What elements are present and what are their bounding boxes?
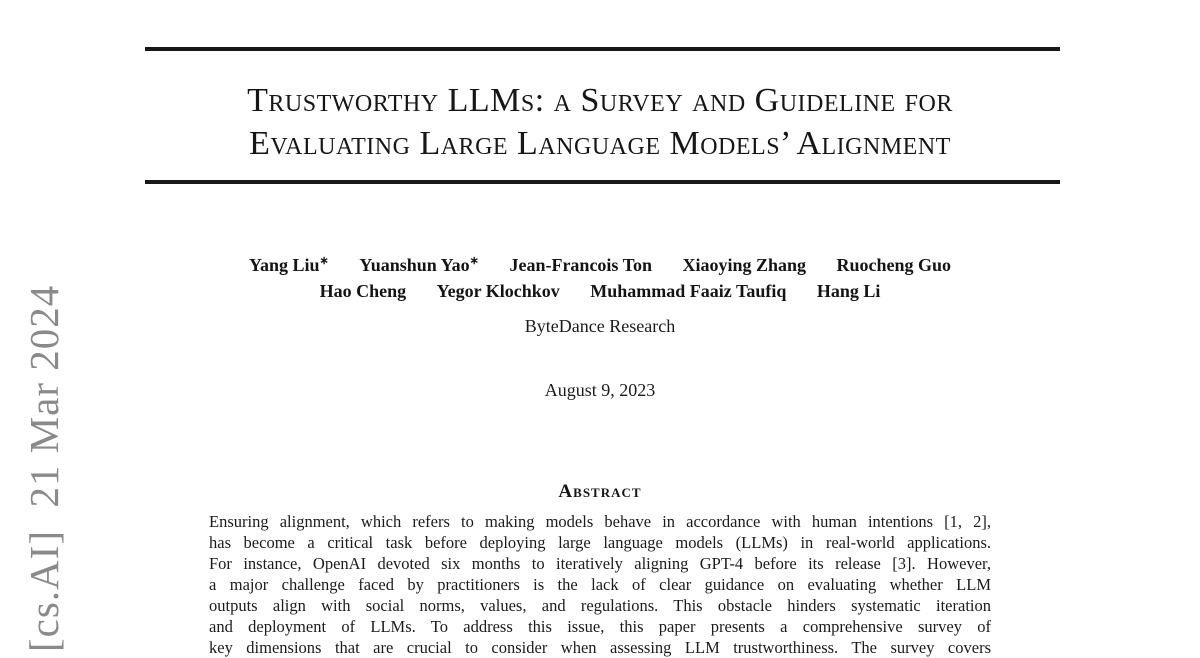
authors-row-2 [0, 276, 1200, 302]
author-name [249, 250, 329, 276]
author-text: Muhammad Faaiz Taufiq [590, 281, 787, 301]
author-name [682, 250, 806, 276]
abstract-line: and deployment of LLMs. To address this issue, this paper presents a comprehensive survey of [209, 617, 991, 636]
author-footnote-mark: ∗ [469, 255, 479, 267]
authors-row-1 [0, 250, 1200, 276]
affiliation: ByteDance Research [524, 316, 676, 336]
abstract-line-clipped: key dimensions that are crucial to consider when assessing LLM trustworthiness. The survey covers [209, 638, 991, 657]
author-text: Xiaoying Zhang [682, 255, 807, 275]
author-name [837, 250, 952, 276]
author-name [320, 276, 407, 302]
abstract-line: a major challenge faced by practitioners is the lack of clear guidance on evaluating whether LLM [209, 575, 991, 594]
author-name [509, 250, 652, 276]
abstract-line: has become a critical task before deploying large language models (LLMs) in real-world applications. [209, 533, 991, 552]
abstract-line: For instance, OpenAI devoted six months to iteratively aligning GPT-4 before its release [3]. However, [209, 554, 991, 573]
author-name [590, 276, 786, 302]
title-rule-bottom [145, 180, 1060, 184]
author-text: Jean-Francois Ton [509, 255, 652, 275]
abstract-line: outputs align with social norms, values, and regulations. This obstacle hinders systematic iteration [209, 596, 991, 615]
author-text: Hang Li [816, 281, 881, 301]
paper-title [0, 79, 1200, 165]
abstract-line: Ensuring alignment, which refers to making models behave in accordance with human intentions [1, 2], [209, 512, 991, 531]
abstract-body [209, 511, 991, 658]
author-text: Yang Liu [248, 255, 320, 275]
author-text: Yuanshun Yao [359, 255, 470, 275]
arxiv-category-date-stamp: [cs.AI] 21 Mar 2024 [21, 284, 67, 652]
author-name [437, 276, 560, 302]
author-footnote-mark: ∗ [319, 255, 329, 267]
title-rule-top [145, 47, 1060, 51]
author-name [817, 276, 881, 302]
author-name [359, 250, 479, 276]
author-text: Ruocheng Guo [836, 255, 952, 275]
abstract-heading: Abstract [558, 481, 642, 502]
authors-block [0, 250, 1200, 302]
author-text: Yegor Klochkov [436, 281, 560, 301]
paper-date: August 9, 2023 [544, 380, 656, 400]
paper-title-line1: Trustworthy LLMs: a Survey and Guideline for [247, 82, 953, 119]
paper-title-line2: Evaluating Large Language Models’ Alignment [249, 125, 951, 162]
author-text: Hao Cheng [319, 281, 407, 301]
